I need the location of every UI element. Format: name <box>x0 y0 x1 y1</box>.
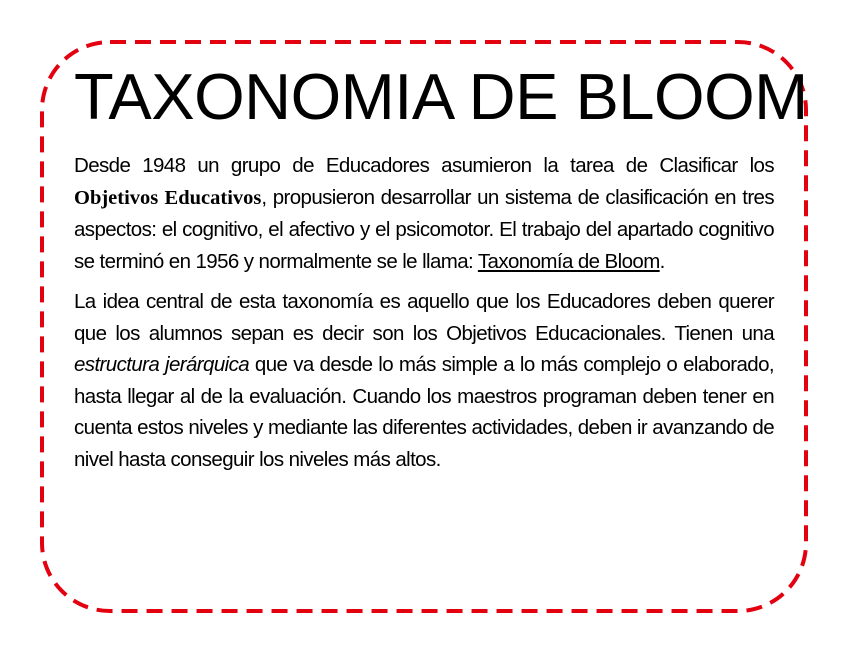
paragraph-central-text-1: La idea central de esta taxonomía es aquello que los Educadores deben querer que los alumnos sepan es decir son los Objetivos Educacionales. Tienen una <box>74 290 774 345</box>
estructura-jerarquica-emphasis: estructura jerárquica <box>74 353 250 376</box>
paragraph-central-text-2: que va desde lo más simple a lo más complejo o elaborado, hasta llegar al de la evaluación. Cuando los maestros programan deben tener en cuenta estos niveles y mediante las diferentes actividades, deben ir avanzando de nivel hasta conseguir los niveles más altos. <box>74 353 774 471</box>
page-title: TAXONOMIA DE BLOOM <box>74 60 808 133</box>
objetivos-educativos-term: Objetivos Educativos <box>74 186 262 209</box>
paragraph-intro-text-2: , propusieron desarrollar un sistema de clasificación en tres aspectos: el cognitivo, el afectivo y el psicomotor. El trabajo del apartado cognitivo se terminó en 1956 y normalmente se le llama: <box>74 185 774 273</box>
paragraph-intro-text-1: Desde 1948 un grupo de Educadores asumieron la tarea de Clasificar los <box>74 154 774 177</box>
text-block <box>74 60 808 475</box>
paragraph-intro-text-3: . <box>659 249 665 273</box>
paragraph-central-idea <box>74 286 774 475</box>
paragraph-intro <box>74 150 774 277</box>
taxonomia-de-bloom-link[interactable]: Taxonomía de Bloom <box>477 249 660 273</box>
